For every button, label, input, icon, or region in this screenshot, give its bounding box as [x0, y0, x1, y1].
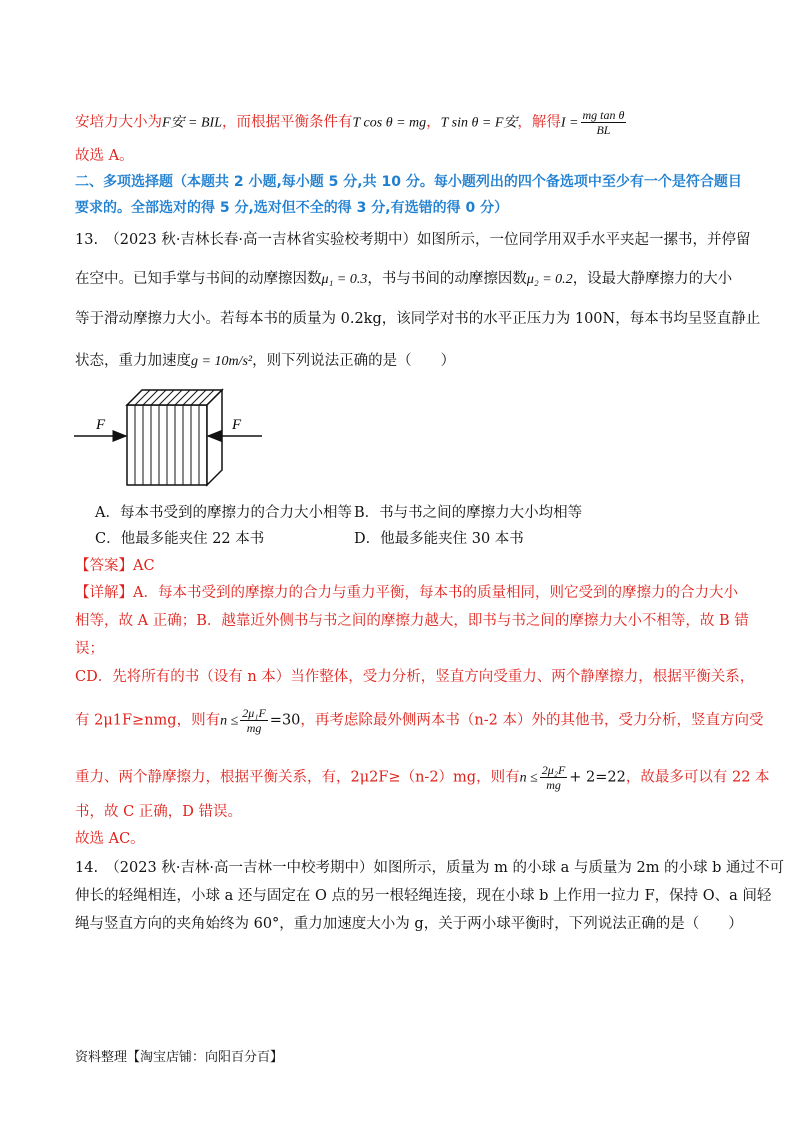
- inequality-rhs: + 2=22: [569, 769, 626, 786]
- mu1-value: μ₁ = 0.3: [321, 272, 368, 287]
- text-solve: ，解得: [517, 114, 561, 131]
- q13-detail-line1: 【详解】A．每本书受到的摩擦力的合力与重力平衡，每本书的质量相同，则它受到的摩擦力的合力大小: [75, 585, 738, 601]
- q13-detail-line4: CD．先将所有的书（设有 n 本）当作整体，受力分析，竖直方向受重力、两个静摩擦力，根据平衡关系，: [75, 669, 755, 685]
- mu2-value: μ₂ = 0.2: [526, 272, 573, 287]
- q13-detail-line3: 误；: [75, 641, 104, 657]
- section-header-line1: 二、多项选择题（本题共 2 小题,每小题 5 分,共 10 分。每小题列出的四个备选项中至少有一个是符合题目: [75, 174, 742, 190]
- q13-detail-line5: [75, 706, 763, 735]
- fraction-numerator: 2μ₂F: [541, 763, 566, 777]
- solution-line-formula: [75, 108, 628, 137]
- friction-fraction-1: [240, 706, 268, 735]
- detail-text: 重力、两个静摩擦力，根据平衡关系，有，2μ2F≥（n-2）mg，则有: [75, 769, 520, 786]
- footer-source: 资料整理【淘宝店铺：向阳百分百】: [75, 1050, 284, 1065]
- q13-stem-line4: [75, 351, 455, 372]
- inequality-lhs: n ≤: [519, 770, 538, 786]
- option-b: B．书与书之间的摩擦力大小均相等: [354, 505, 583, 521]
- fraction-numerator: 2μ₁F: [242, 706, 266, 720]
- q13-stem-line3: 等于滑动摩擦力大小。若每本书的质量为 0.2kg，该同学对书的水平正压力为 100N，每本书均呈竖直静止: [75, 311, 761, 327]
- text-comma: ，: [426, 114, 441, 131]
- q13-text: ，则下列说法正确的是（ ）: [252, 353, 456, 369]
- fraction-denominator: mg: [546, 778, 561, 792]
- q13-answer: 【答案】AC: [75, 558, 155, 574]
- q14-stem-line3: 绳与竖直方向的夹角始终为 60°，重力加速度大小为 g，关于两小球平衡时，下列说法正确的是（ ）: [75, 916, 743, 932]
- q13-stem-line2: [75, 269, 732, 290]
- option-c: C．他最多能夹住 22 本书: [95, 531, 265, 547]
- text-balance-condition: ，而根据平衡条件有: [222, 114, 353, 131]
- q13-text: ，设最大静摩擦力的大小: [572, 271, 733, 287]
- inequality-rhs: =30: [269, 712, 301, 729]
- detail-text: ，故最多可以有 22 本: [625, 769, 770, 786]
- fraction-denominator: mg: [246, 721, 262, 735]
- text-ampere-force: 安培力大小为: [75, 114, 162, 131]
- q13-detail-line2: 相等，故 A 正确；B．越靠近外侧书与书之间的摩擦力越大，即书与书之间的摩擦力大小不相等，故 B 错: [75, 613, 749, 629]
- section-header-line2: 要求的。全部选对的得 5 分,选对但不全的得 3 分,有选错的得 0 分）: [75, 200, 509, 216]
- q13-conclusion: 故选 AC。: [75, 831, 145, 847]
- formula-t-cos: T cos θ = mg: [352, 115, 427, 131]
- detail-text: ，再考虑除最外侧两本书（n-2 本）外的其他书，受力分析，竖直方向受: [300, 712, 764, 729]
- q13-text: 在空中。已知手掌与书间的动摩擦因数: [75, 271, 322, 287]
- q13-detail-line6: [75, 763, 770, 792]
- gravity-value: g = 10m/s²: [191, 354, 253, 369]
- q13-stem-line1: 13. （2023 秋·吉林长春·高一吉林省实验校考期中）如图所示，一位同学用双手水平夹起一摞书，并停留: [75, 232, 751, 248]
- book-stack-figure: [70, 385, 270, 490]
- q13-detail-line7: 书，故 C 正确，D 错误。: [75, 804, 243, 820]
- force-label-left: F: [96, 417, 106, 433]
- book-stack-side: [207, 390, 222, 485]
- fraction-numerator: mg tan θ: [582, 108, 625, 122]
- force-label-right: F: [232, 417, 242, 433]
- q13-text: ，书与书间的动摩擦因数: [367, 271, 527, 287]
- formula-ampere-force: F安 = BIL: [162, 115, 222, 131]
- q13-text: 状态，重力加速度: [75, 353, 191, 369]
- option-a: A．每本书受到的摩擦力的合力大小相等: [95, 505, 352, 521]
- formula-current-fraction: [581, 108, 627, 137]
- formula-current-lhs: I =: [560, 115, 579, 131]
- q14-stem-line1: 14. （2023 秋·吉林·高一吉林一中校考期中）如图所示，质量为 m 的小球 a 与质量为 2m 的小球 b 通过不可: [75, 860, 785, 876]
- inequality-lhs: n ≤: [220, 713, 239, 729]
- friction-fraction-2: [540, 763, 568, 792]
- choice-a-conclusion: 故选 A。: [75, 148, 134, 164]
- q14-stem-line2: 伸长的轻绳相连，小球 a 还与固定在 O 点的另一根轻绳连接，现在小球 b 上作用一拉力 F，保持 O、a 间轻: [75, 888, 772, 904]
- formula-t-sin: T sin θ = F安: [440, 115, 518, 131]
- fraction-denominator: BL: [596, 123, 611, 137]
- detail-text: 有 2μ1F≥nmg，则有: [75, 712, 221, 729]
- option-d: D．他最多能夹住 30 本书: [354, 531, 524, 547]
